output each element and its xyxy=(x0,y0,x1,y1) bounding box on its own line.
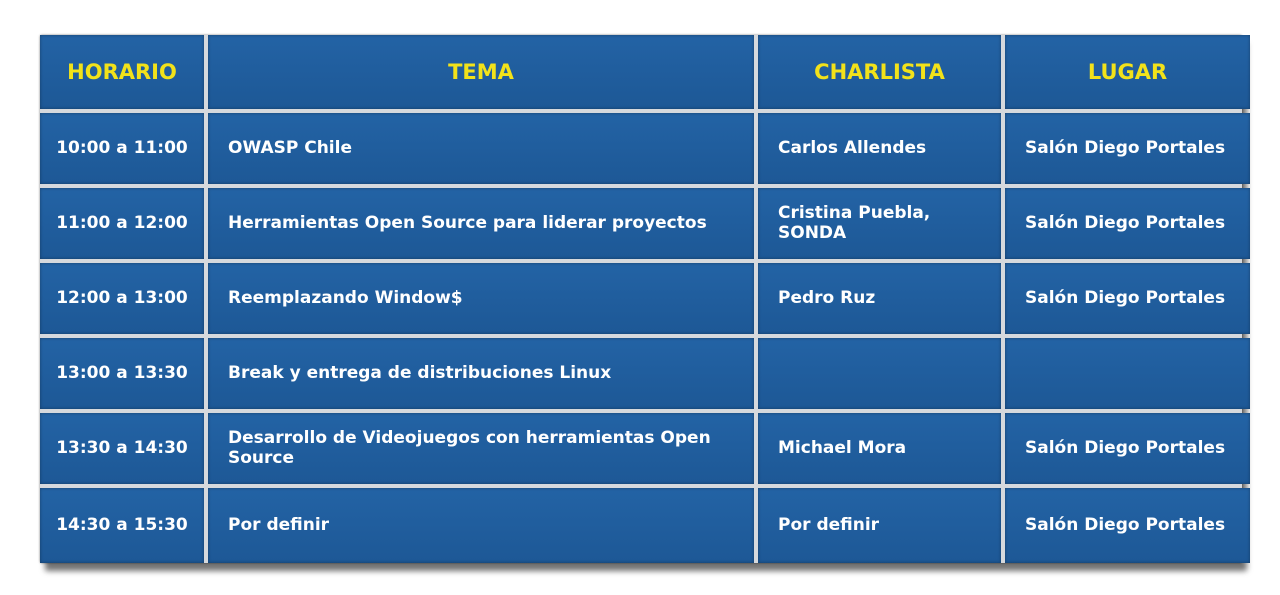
table-row xyxy=(40,488,1250,563)
table-row xyxy=(40,263,1250,334)
table-row xyxy=(40,188,1250,259)
cell-horario: 11:00 a 12:00 xyxy=(40,188,204,259)
schedule-table xyxy=(36,31,1254,567)
cell-charlista: Por definir xyxy=(758,488,1001,563)
cell-horario: 13:00 a 13:30 xyxy=(40,338,204,409)
cell-charlista: Pedro Ruz xyxy=(758,263,1001,334)
cell-lugar: Salón Diego Portales xyxy=(1005,188,1250,259)
cell-tema: Reemplazando Window$ xyxy=(208,263,754,334)
cell-horario: 10:00 a 11:00 xyxy=(40,113,204,184)
header-horario: HORARIO xyxy=(40,35,204,109)
cell-tema: OWASP Chile xyxy=(208,113,754,184)
cell-horario: 13:30 a 14:30 xyxy=(40,413,204,484)
table-row xyxy=(40,338,1250,409)
cell-lugar: Salón Diego Portales xyxy=(1005,413,1250,484)
header-row xyxy=(40,35,1250,109)
cell-charlista: Carlos Allendes xyxy=(758,113,1001,184)
cell-lugar: Salón Diego Portales xyxy=(1005,263,1250,334)
cell-tema: Desarrollo de Videojuegos con herramientas Open Source xyxy=(208,413,754,484)
cell-charlista xyxy=(758,338,1001,409)
header-tema: TEMA xyxy=(208,35,754,109)
cell-tema: Por definir xyxy=(208,488,754,563)
header-charlista: CHARLISTA xyxy=(758,35,1001,109)
table-row xyxy=(40,113,1250,184)
header-lugar: LUGAR xyxy=(1005,35,1250,109)
cell-lugar xyxy=(1005,338,1250,409)
table-row xyxy=(40,413,1250,484)
cell-lugar: Salón Diego Portales xyxy=(1005,488,1250,563)
cell-tema: Herramientas Open Source para liderar proyectos xyxy=(208,188,754,259)
cell-lugar: Salón Diego Portales xyxy=(1005,113,1250,184)
cell-charlista: Michael Mora xyxy=(758,413,1001,484)
cell-horario: 12:00 a 13:00 xyxy=(40,263,204,334)
cell-tema: Break y entrega de distribuciones Linux xyxy=(208,338,754,409)
cell-horario: 14:30 a 15:30 xyxy=(40,488,204,563)
cell-charlista: Cristina Puebla, SONDA xyxy=(758,188,1001,259)
